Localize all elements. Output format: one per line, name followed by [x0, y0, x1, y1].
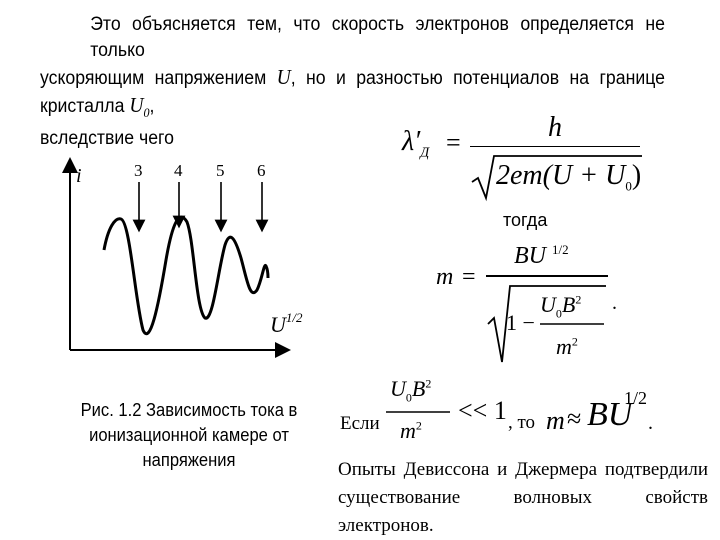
intro-line-3: вследствие чего	[40, 128, 174, 150]
conclusion-paragraph: Опыты Девиссона и Джермера подтвердили существование волновых свойств электронов.	[338, 459, 708, 536]
intro-text: ,	[149, 96, 155, 117]
y-axis-label: i	[76, 165, 82, 187]
formula3-much-less: << 1	[458, 396, 507, 425]
peak-markers	[134, 161, 266, 226]
formula2-lhs: m	[436, 264, 454, 290]
word-esli: Если	[340, 413, 380, 434]
intro-text: ускоряющим напряжением	[40, 68, 277, 89]
formula3-sup: 1/2	[624, 388, 648, 408]
marker-label-4: 4	[174, 161, 183, 180]
formula1-eq: =	[446, 128, 461, 157]
formula3-dot: .	[648, 412, 653, 434]
formula3-denominator: $m^2$	[400, 418, 422, 443]
caption-line: напряжения	[142, 450, 236, 470]
formula2-dot: .	[612, 292, 617, 314]
figure-caption	[70, 398, 307, 473]
formula2-inner-denominator: $m^2$	[556, 334, 578, 359]
symbol-U0: $U_0$	[129, 93, 150, 121]
current-curve	[104, 217, 268, 334]
formula2-inner-numerator: $U_0B^2$	[540, 292, 582, 321]
formula1-numerator: h	[548, 112, 562, 143]
x-axis-label: $U^{1/2}$	[270, 310, 303, 337]
marker-label-6: 6	[257, 161, 266, 180]
intro-line-1: Это объясняется тем, что скорость электронов определяется не только	[90, 14, 665, 61]
caption-line: ионизационной камере от	[89, 425, 289, 445]
word-togda: тогда	[503, 210, 548, 230]
marker-label-3: 3	[134, 161, 143, 180]
formula3-fraction-bar	[386, 410, 452, 414]
formula2-eq: =	[462, 264, 476, 290]
formula3-approx: ≈	[567, 404, 582, 433]
caption-line: Рис. 1.2 Зависимость тока в	[80, 400, 298, 420]
formula3-m: m	[546, 406, 565, 435]
intro-text: , но и разностью потенциалов на границе кристалла	[40, 68, 665, 117]
formula2-inner-one: 1 −	[506, 310, 535, 335]
formula3-numerator: $U_0B^2$	[390, 376, 432, 405]
formula3-BU: BU	[587, 396, 633, 433]
formula1-lhs: $\lambda'_Д$	[402, 126, 430, 161]
formula1-denominator: $2em(U + U_0)$	[496, 160, 642, 194]
formula2-numerator: BU $^{1/2}$	[514, 242, 569, 269]
marker-label-5: 5	[216, 161, 225, 180]
symbol-U: U	[276, 65, 291, 89]
word-to: , то	[508, 412, 536, 433]
